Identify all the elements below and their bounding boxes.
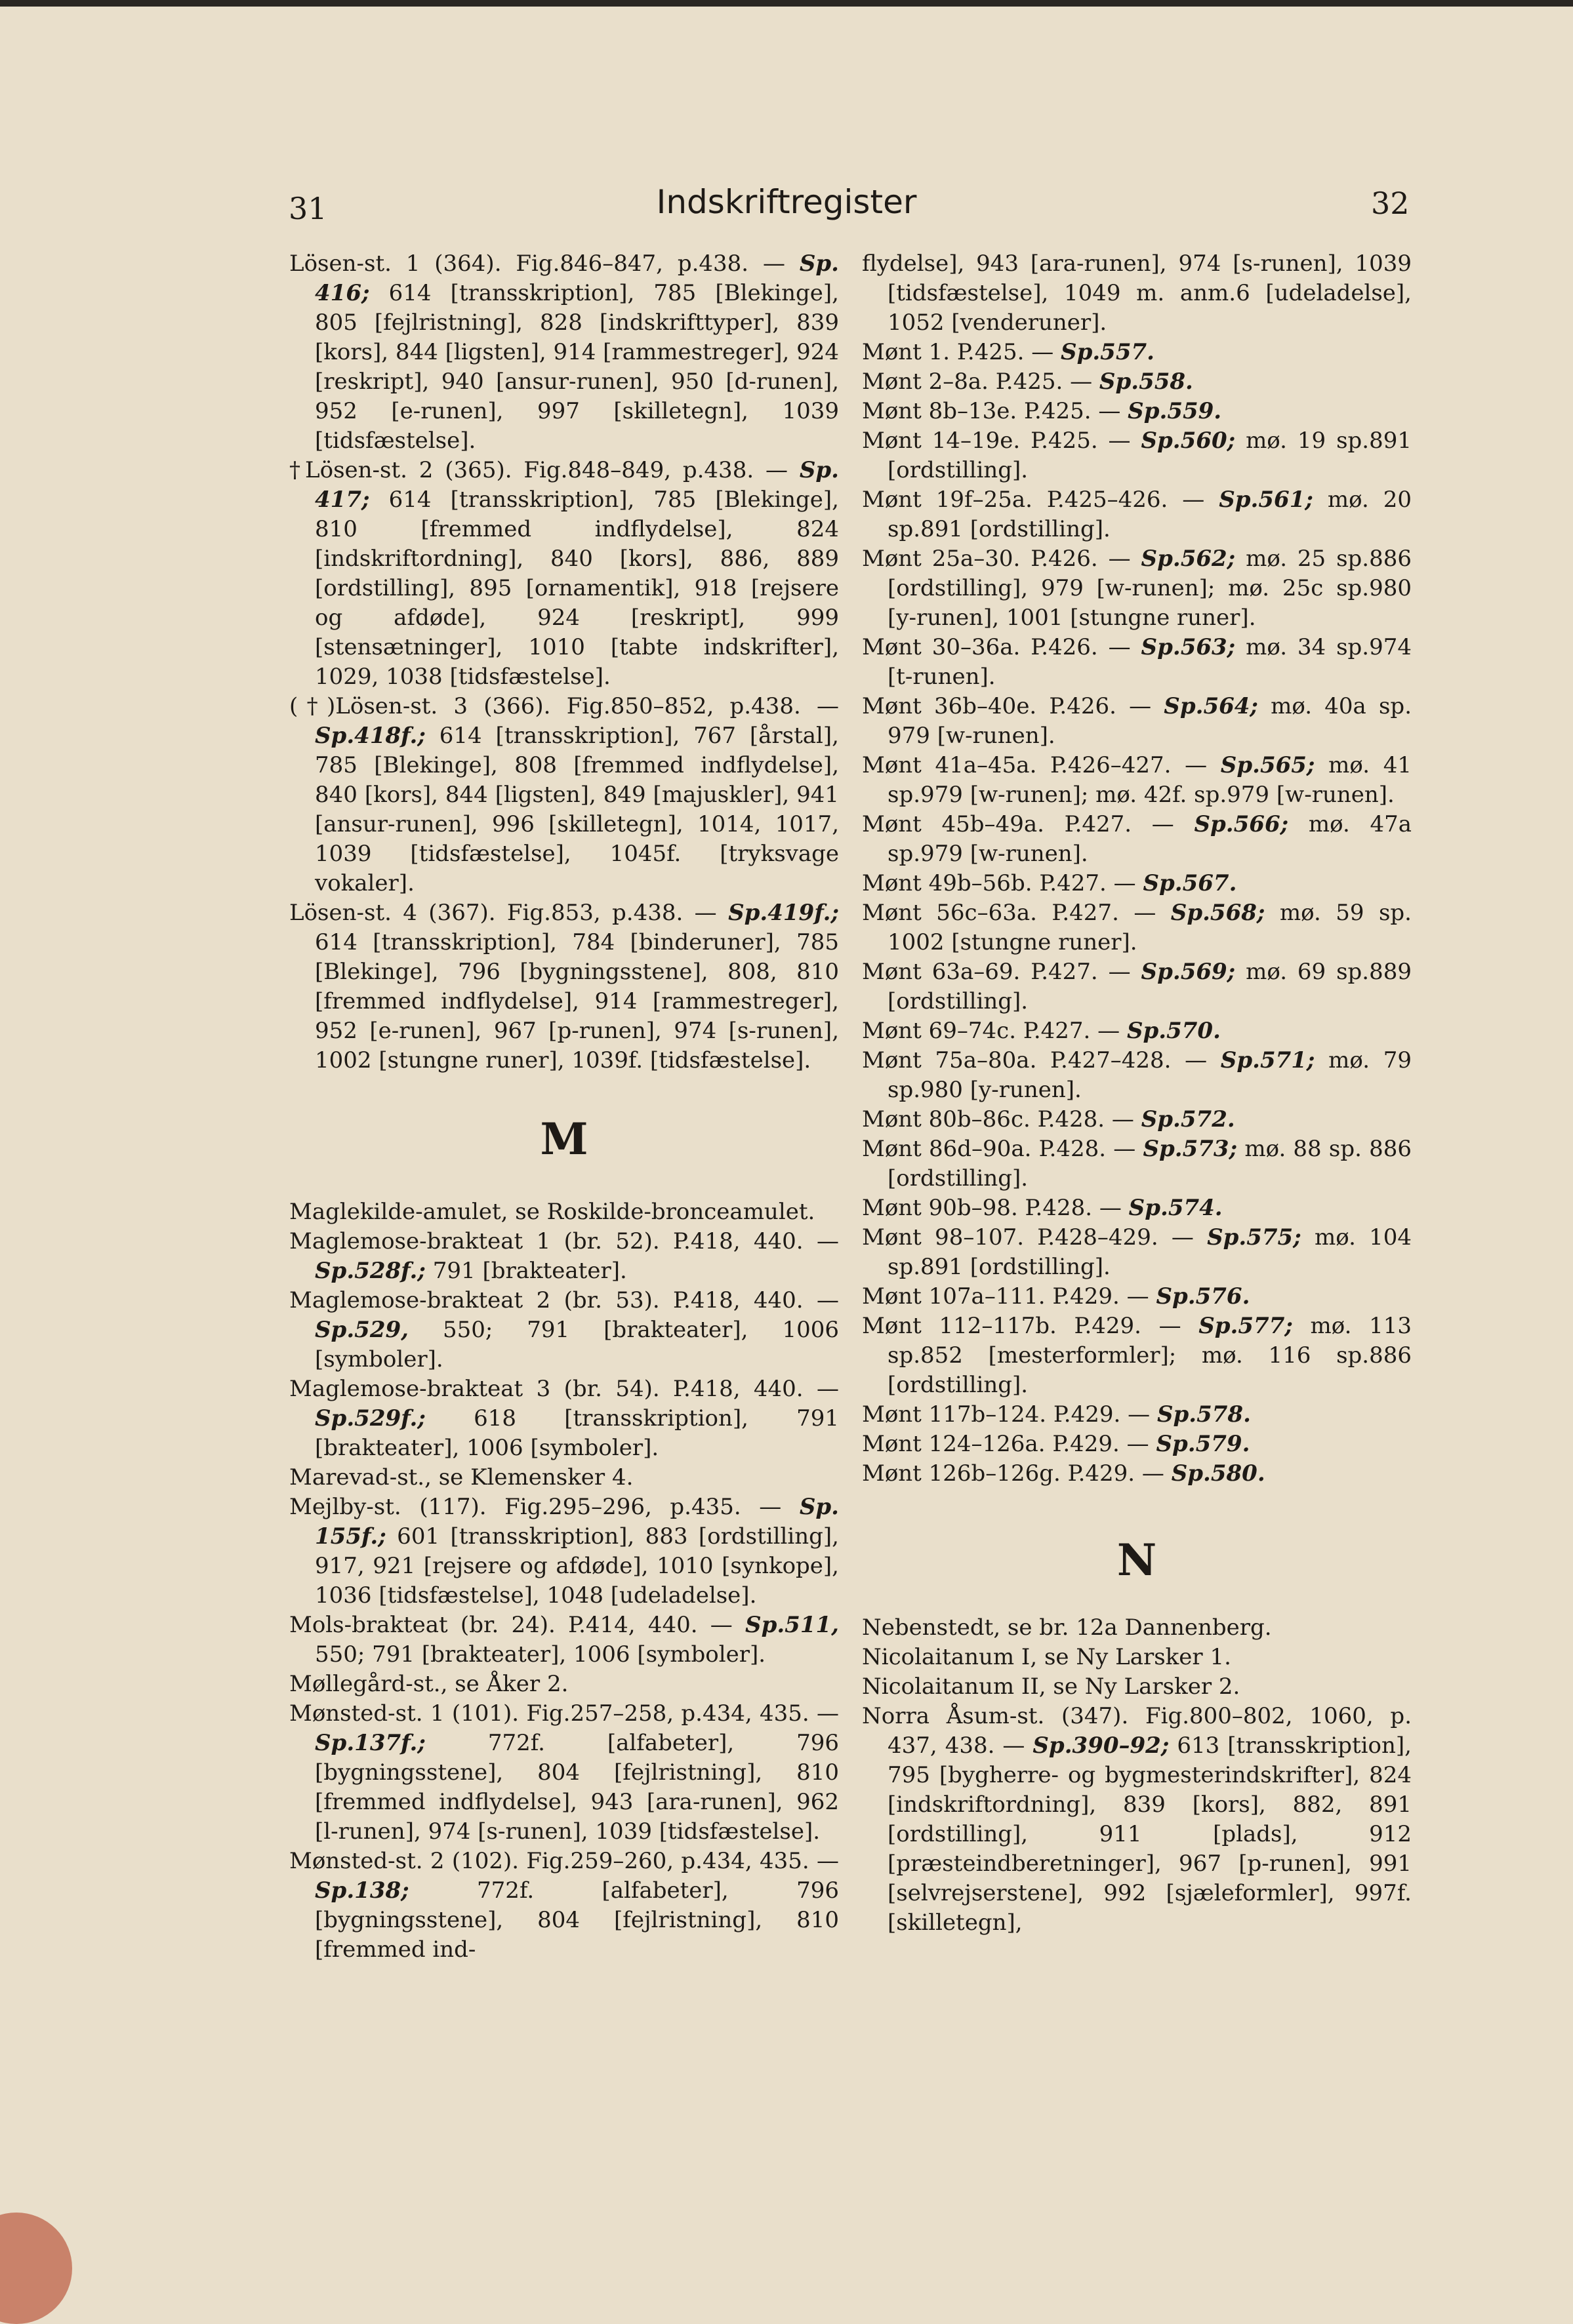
index-entry bbox=[862, 1643, 1412, 1672]
section-letter-n: N bbox=[1116, 1534, 1157, 1586]
entry-text: Mønt 14–19e. P.425. — bbox=[862, 428, 1141, 454]
index-entry bbox=[862, 869, 1412, 898]
index-entry bbox=[862, 367, 1412, 397]
sp-reference: Sp.528f.; bbox=[315, 1258, 426, 1284]
sp-reference: Sp.566; bbox=[1194, 811, 1289, 837]
sp-reference: Sp.559. bbox=[1128, 398, 1222, 424]
sp-reference: Sp.568; bbox=[1170, 900, 1265, 926]
entry-text: 791 [brakteater]. bbox=[425, 1258, 627, 1284]
entry-text: mø. 41 sp.979 [w-runen]; mø. 42f. sp.979 [w-runen]. bbox=[888, 752, 1412, 808]
sp-reference: Sp. 417; bbox=[315, 457, 839, 513]
entry-text: Mejlby-st. (117). Fig.295–296, p.435. — bbox=[289, 1494, 800, 1520]
index-entry bbox=[862, 957, 1412, 1016]
index-entry bbox=[289, 692, 839, 898]
sp-reference: Sp.419f.; bbox=[728, 900, 839, 926]
entry-text: mø. 69 sp.889 [ordstilling]. bbox=[888, 959, 1412, 1014]
entry-text: Mønt 107a–111. P.429. — bbox=[862, 1283, 1156, 1310]
entry-text: mø. 25 sp.886 [ordstilling], 979 [w-runen]; mø. 25c sp.980 [y-runen], 1001 [stungne runer]. bbox=[888, 546, 1412, 631]
index-entry bbox=[862, 1459, 1412, 1489]
index-entry bbox=[862, 1134, 1412, 1193]
index-entry bbox=[862, 485, 1412, 544]
index-entry bbox=[862, 692, 1412, 751]
entry-text: Mønt 69–74c. P.427. — bbox=[862, 1018, 1127, 1044]
entry-text: 550; 791 [brakteater], 1006 [symboler]. bbox=[315, 1641, 766, 1668]
entry-text: mø. 88 sp. 886 [ordstilling]. bbox=[888, 1136, 1412, 1192]
index-entry bbox=[862, 810, 1412, 869]
entry-text: 614 [transskription], 767 [årstal], 785 [Blekinge], 808 [fremmed indflydelse], 840 [kors], 844 [ligsten], 849 [majuskler], 941 [ansur-runen], 996 [skilletegn], 1014, 1017, 1039 [tidsfæstelse], 1045f. [tryksvage vokaler]. bbox=[315, 723, 839, 896]
running-title: Indskriftregister bbox=[656, 183, 917, 221]
entry-text: Nicolaitanum II, se Ny Larsker 2. bbox=[862, 1673, 1240, 1700]
entry-text: Marevad-st., se Klemensker 4. bbox=[289, 1464, 634, 1491]
entry-text: Mønt 41a–45a. P.426–427. — bbox=[862, 752, 1221, 778]
index-entry bbox=[862, 1400, 1412, 1430]
entry-text: mø. 113 sp.852 [mesterformler]; mø. 116 sp.886 [ordstilling]. bbox=[888, 1313, 1412, 1398]
entries-group bbox=[862, 249, 1412, 1489]
entry-text: Mønt 36b–40e. P.426. — bbox=[862, 693, 1164, 719]
entry-text: Mønt 124–126a. P.429. — bbox=[862, 1431, 1156, 1457]
sp-reference: Sp.572. bbox=[1141, 1106, 1235, 1132]
index-entry bbox=[289, 1493, 839, 1611]
sp-reference: Sp.138; bbox=[315, 1877, 409, 1904]
entry-text: Mønt 30–36a. P.426. — bbox=[862, 634, 1141, 660]
section-letter-m: M bbox=[540, 1113, 588, 1165]
entry-text: 614 [transskription], 785 [Blekinge], 805 [fejlristning], 828 [indskrifttyper], 839 [kors], 844 [ligsten], 914 [rammestreger], 924 [reskript], 940 [ansur-runen], 950 [d-runen], 952 [e-runen], 997 [skilletegn], 1039 [tidsfæstelse]. bbox=[315, 280, 839, 454]
sp-reference: Sp.577; bbox=[1198, 1313, 1293, 1339]
entry-text: 614 [transskription], 784 [binderuner], 785 [Blekinge], 796 [bygningsstene], 808, 810 [fremmed indflydelse], 914 [rammestreger], 952 [e-runen], 967 [p-runen], 974 [s-runen], 1002 [stungne runer], 1039f. [tidsfæstelse]. bbox=[315, 929, 839, 1073]
entry-text: mø. 47a sp.979 [w-runen]. bbox=[888, 811, 1412, 867]
sp-reference: Sp.561; bbox=[1219, 487, 1313, 513]
entry-text: Mønsted-st. 1 (101). Fig.257–258, p.434, 435. — bbox=[289, 1700, 839, 1727]
entry-text: Møllegård-st., se Åker 2. bbox=[289, 1671, 569, 1697]
index-entry bbox=[862, 1430, 1412, 1459]
entry-text: Mønt 19f–25a. P.425–426. — bbox=[862, 487, 1219, 513]
entries-group bbox=[289, 1197, 839, 1965]
index-entry bbox=[862, 1282, 1412, 1312]
entry-text: Mønt 98–107. P.428–429. — bbox=[862, 1224, 1208, 1251]
entry-text: Mønt 112–117b. P.429. — bbox=[862, 1313, 1199, 1339]
index-entry bbox=[862, 397, 1412, 426]
sp-reference: Sp.562; bbox=[1141, 546, 1236, 572]
sp-reference: Sp. 416; bbox=[315, 250, 839, 306]
entry-text: (†)Lösen-st. 3 (366). Fig.850–852, p.438. — bbox=[289, 693, 839, 719]
entry-text: Mønt 63a–69. P.427. — bbox=[862, 959, 1141, 985]
entry-text: Lösen-st. 4 (367). Fig.853, p.438. — bbox=[289, 900, 729, 926]
index-entry bbox=[289, 1197, 839, 1227]
entry-text: mø. 79 sp.980 [y-runen]. bbox=[888, 1047, 1412, 1103]
sp-reference: Sp.511, bbox=[745, 1612, 839, 1638]
sp-reference: Sp.567. bbox=[1143, 870, 1237, 896]
sp-reference: Sp.558. bbox=[1099, 369, 1193, 395]
index-entry bbox=[862, 751, 1412, 810]
entry-text: Mønt 80b–86c. P.428. — bbox=[862, 1106, 1141, 1132]
sp-reference: Sp.579. bbox=[1156, 1431, 1250, 1457]
sp-reference: Sp.570. bbox=[1126, 1018, 1221, 1044]
page-number-right: 32 bbox=[1371, 186, 1410, 221]
index-entry bbox=[862, 1016, 1412, 1046]
index-entry bbox=[862, 1613, 1412, 1643]
index-entry bbox=[289, 1374, 839, 1463]
index-entry bbox=[289, 1611, 839, 1670]
entry-text: Nebenstedt, se br. 12a Dannenberg. bbox=[862, 1614, 1272, 1641]
index-entry bbox=[862, 426, 1412, 485]
index-entry bbox=[862, 1702, 1412, 1938]
page-number-left: 31 bbox=[289, 191, 327, 226]
entry-text: mø. 19 sp.891 [ordstilling]. bbox=[888, 428, 1412, 483]
index-entry bbox=[289, 456, 839, 692]
sp-reference: Sp.529f.; bbox=[315, 1405, 426, 1432]
index-entry bbox=[289, 249, 839, 456]
entry-text: Mønt 126b–126g. P.429. — bbox=[862, 1460, 1172, 1487]
right-column bbox=[862, 249, 1412, 1938]
entry-text: Maglekilde-amulet, se Roskilde-bronceamulet. bbox=[289, 1199, 815, 1225]
index-entry bbox=[862, 338, 1412, 367]
sp-reference: Sp.418f.; bbox=[315, 723, 426, 749]
entry-text: Maglemose-brakteat 1 (br. 52). P.418, 440. — bbox=[289, 1228, 839, 1254]
sp-reference: Sp.565; bbox=[1220, 752, 1315, 778]
entry-text: Maglemose-brakteat 2 (br. 53). P.418, 440. — bbox=[289, 1287, 839, 1313]
entry-text: Mols-brakteat (br. 24). P.414, 440. — bbox=[289, 1612, 746, 1638]
sp-reference: Sp.137f.; bbox=[315, 1730, 426, 1756]
sp-reference: Sp.557. bbox=[1061, 339, 1154, 365]
index-entry bbox=[862, 1105, 1412, 1134]
entry-text: Mønt 90b–98. P.428. — bbox=[862, 1195, 1129, 1221]
index-entry bbox=[862, 249, 1412, 338]
sp-reference: Sp. 155f.; bbox=[315, 1494, 839, 1550]
entry-text: Mønt 49b–56b. P.427. — bbox=[862, 870, 1143, 896]
sp-reference: Sp.575; bbox=[1207, 1224, 1301, 1251]
entry-text: 772f. [alfabeter], 796 [bygningsstene], 804 [fejlristning], 810 [fremmed indflydelse], 943 [ara-runen], 962 [l-runen], 974 [s-runen], 1039 [tidsfæstelse]. bbox=[315, 1730, 839, 1845]
index-entry bbox=[289, 1670, 839, 1699]
entry-text: Mønt 75a–80a. P.427–428. — bbox=[862, 1047, 1221, 1073]
entry-text: mø. 20 sp.891 [ordstilling]. bbox=[888, 487, 1412, 542]
entry-text: †Lösen-st. 2 (365). Fig.848–849, p.438. — bbox=[289, 457, 800, 483]
index-entry bbox=[289, 1463, 839, 1493]
entry-text: 772f. [alfabeter], 796 [bygningsstene], 804 [fejlristning], 810 [fremmed ind- bbox=[315, 1877, 839, 1963]
top-edge-bar bbox=[0, 0, 1573, 7]
page-corner-mark bbox=[0, 2213, 72, 2324]
entry-text: flydelse], 943 [ara-runen], 974 [s-runen], 1039 [tidsfæstelse], 1049 m. anm.6 [udeladelse], 1052 [venderuner]. bbox=[862, 250, 1412, 336]
index-entry bbox=[862, 898, 1412, 957]
entry-text: mø. 34 sp.974 [t-runen]. bbox=[888, 634, 1412, 690]
index-entry bbox=[289, 898, 839, 1075]
index-entry bbox=[289, 1227, 839, 1286]
sp-reference: Sp.564; bbox=[1164, 693, 1258, 719]
entry-text: mø. 59 sp. 1002 [stungne runer]. bbox=[888, 900, 1412, 955]
sp-reference: Sp.578. bbox=[1156, 1401, 1251, 1428]
sp-reference: Sp.560; bbox=[1141, 428, 1236, 454]
entry-text: Norra Åsum-st. (347). Fig.800–802, 1060, p. 437, 438. — bbox=[862, 1703, 1412, 1759]
entry-text: Mønt 117b–124. P.429. — bbox=[862, 1401, 1157, 1428]
sp-reference: Sp.571; bbox=[1220, 1047, 1315, 1073]
index-entry bbox=[862, 1223, 1412, 1282]
index-entry bbox=[862, 633, 1412, 692]
entry-text: Mønt 1. P.425. — bbox=[862, 339, 1061, 365]
entry-text: mø. 40a sp. 979 [w-runen]. bbox=[888, 693, 1412, 749]
entry-text: Maglemose-brakteat 3 (br. 54). P.418, 440. — bbox=[289, 1376, 839, 1402]
index-entry bbox=[862, 544, 1412, 633]
entry-text: 601 [transskription], 883 [ordstilling], 917, 921 [rejsere og afdøde], 1010 [synkope], 1036 [tidsfæstelse], 1048 [udeladelse]. bbox=[315, 1523, 839, 1609]
entry-text: Mønt 45b–49a. P.427. — bbox=[862, 811, 1195, 837]
entry-text: Mønt 2–8a. P.425. — bbox=[862, 369, 1099, 395]
entry-text: 550; 791 [brakteater], 1006 [symboler]. bbox=[315, 1317, 839, 1372]
index-entry bbox=[862, 1312, 1412, 1400]
entry-text: Mønt 86d–90a. P.428. — bbox=[862, 1136, 1143, 1162]
sp-reference: Sp.580. bbox=[1171, 1460, 1265, 1487]
entries-group bbox=[862, 1613, 1412, 1938]
index-entry bbox=[289, 1699, 839, 1847]
left-column bbox=[289, 249, 839, 1965]
entry-text: Mønsted-st. 2 (102). Fig.259–260, p.434, 435. — bbox=[289, 1848, 839, 1874]
entries-group bbox=[289, 249, 839, 1075]
index-entry bbox=[289, 1847, 839, 1965]
entry-text: Mønt 56c–63a. P.427. — bbox=[862, 900, 1171, 926]
index-entry bbox=[862, 1046, 1412, 1105]
entry-text: 613 [transskription], 795 [bygherre- og bygmesterindskrifter], 824 [indskriftordning], 839 [kors], 882, 891 [ordstilling], 911 [plads], 912 [præsteindberetninger], 967 [p-runen], 991 [selvrejserstene], 992 [sjæleformler], 997f. [skilletegn], bbox=[888, 1733, 1412, 1936]
sp-reference: Sp.529, bbox=[315, 1317, 409, 1343]
entry-text: 618 [transskription], 791 [brakteater], 1006 [symboler]. bbox=[315, 1405, 839, 1461]
sp-reference: Sp.576. bbox=[1156, 1283, 1250, 1310]
entry-text: 614 [transskription], 785 [Blekinge], 810 [fremmed indflydelse], 824 [indskriftordning], 840 [kors], 886, 889 [ordstilling], 895 [ornamentik], 918 [rejsere og afdøde], 924 [reskript], 999 [stensætninger], 1010 [tabte indskrifter], 1029, 1038 [tidsfæstelse]. bbox=[315, 487, 839, 690]
entry-text: Nicolaitanum I, se Ny Larsker 1. bbox=[862, 1644, 1231, 1670]
index-entry bbox=[862, 1672, 1412, 1702]
sp-reference: Sp.390–92; bbox=[1032, 1733, 1170, 1759]
entry-text: Mønt 8b–13e. P.425. — bbox=[862, 398, 1128, 424]
sp-reference: Sp.563; bbox=[1141, 634, 1236, 660]
sp-reference: Sp.573; bbox=[1143, 1136, 1238, 1162]
sp-reference: Sp.569; bbox=[1141, 959, 1236, 985]
index-entry bbox=[862, 1193, 1412, 1223]
index-entry bbox=[289, 1286, 839, 1374]
entry-text: Mønt 25a–30. P.426. — bbox=[862, 546, 1141, 572]
sp-reference: Sp.574. bbox=[1128, 1195, 1223, 1221]
entry-text: Lösen-st. 1 (364). Fig.846–847, p.438. — bbox=[289, 250, 800, 277]
entry-text: mø. 104 sp.891 [ordstilling]. bbox=[888, 1224, 1412, 1280]
